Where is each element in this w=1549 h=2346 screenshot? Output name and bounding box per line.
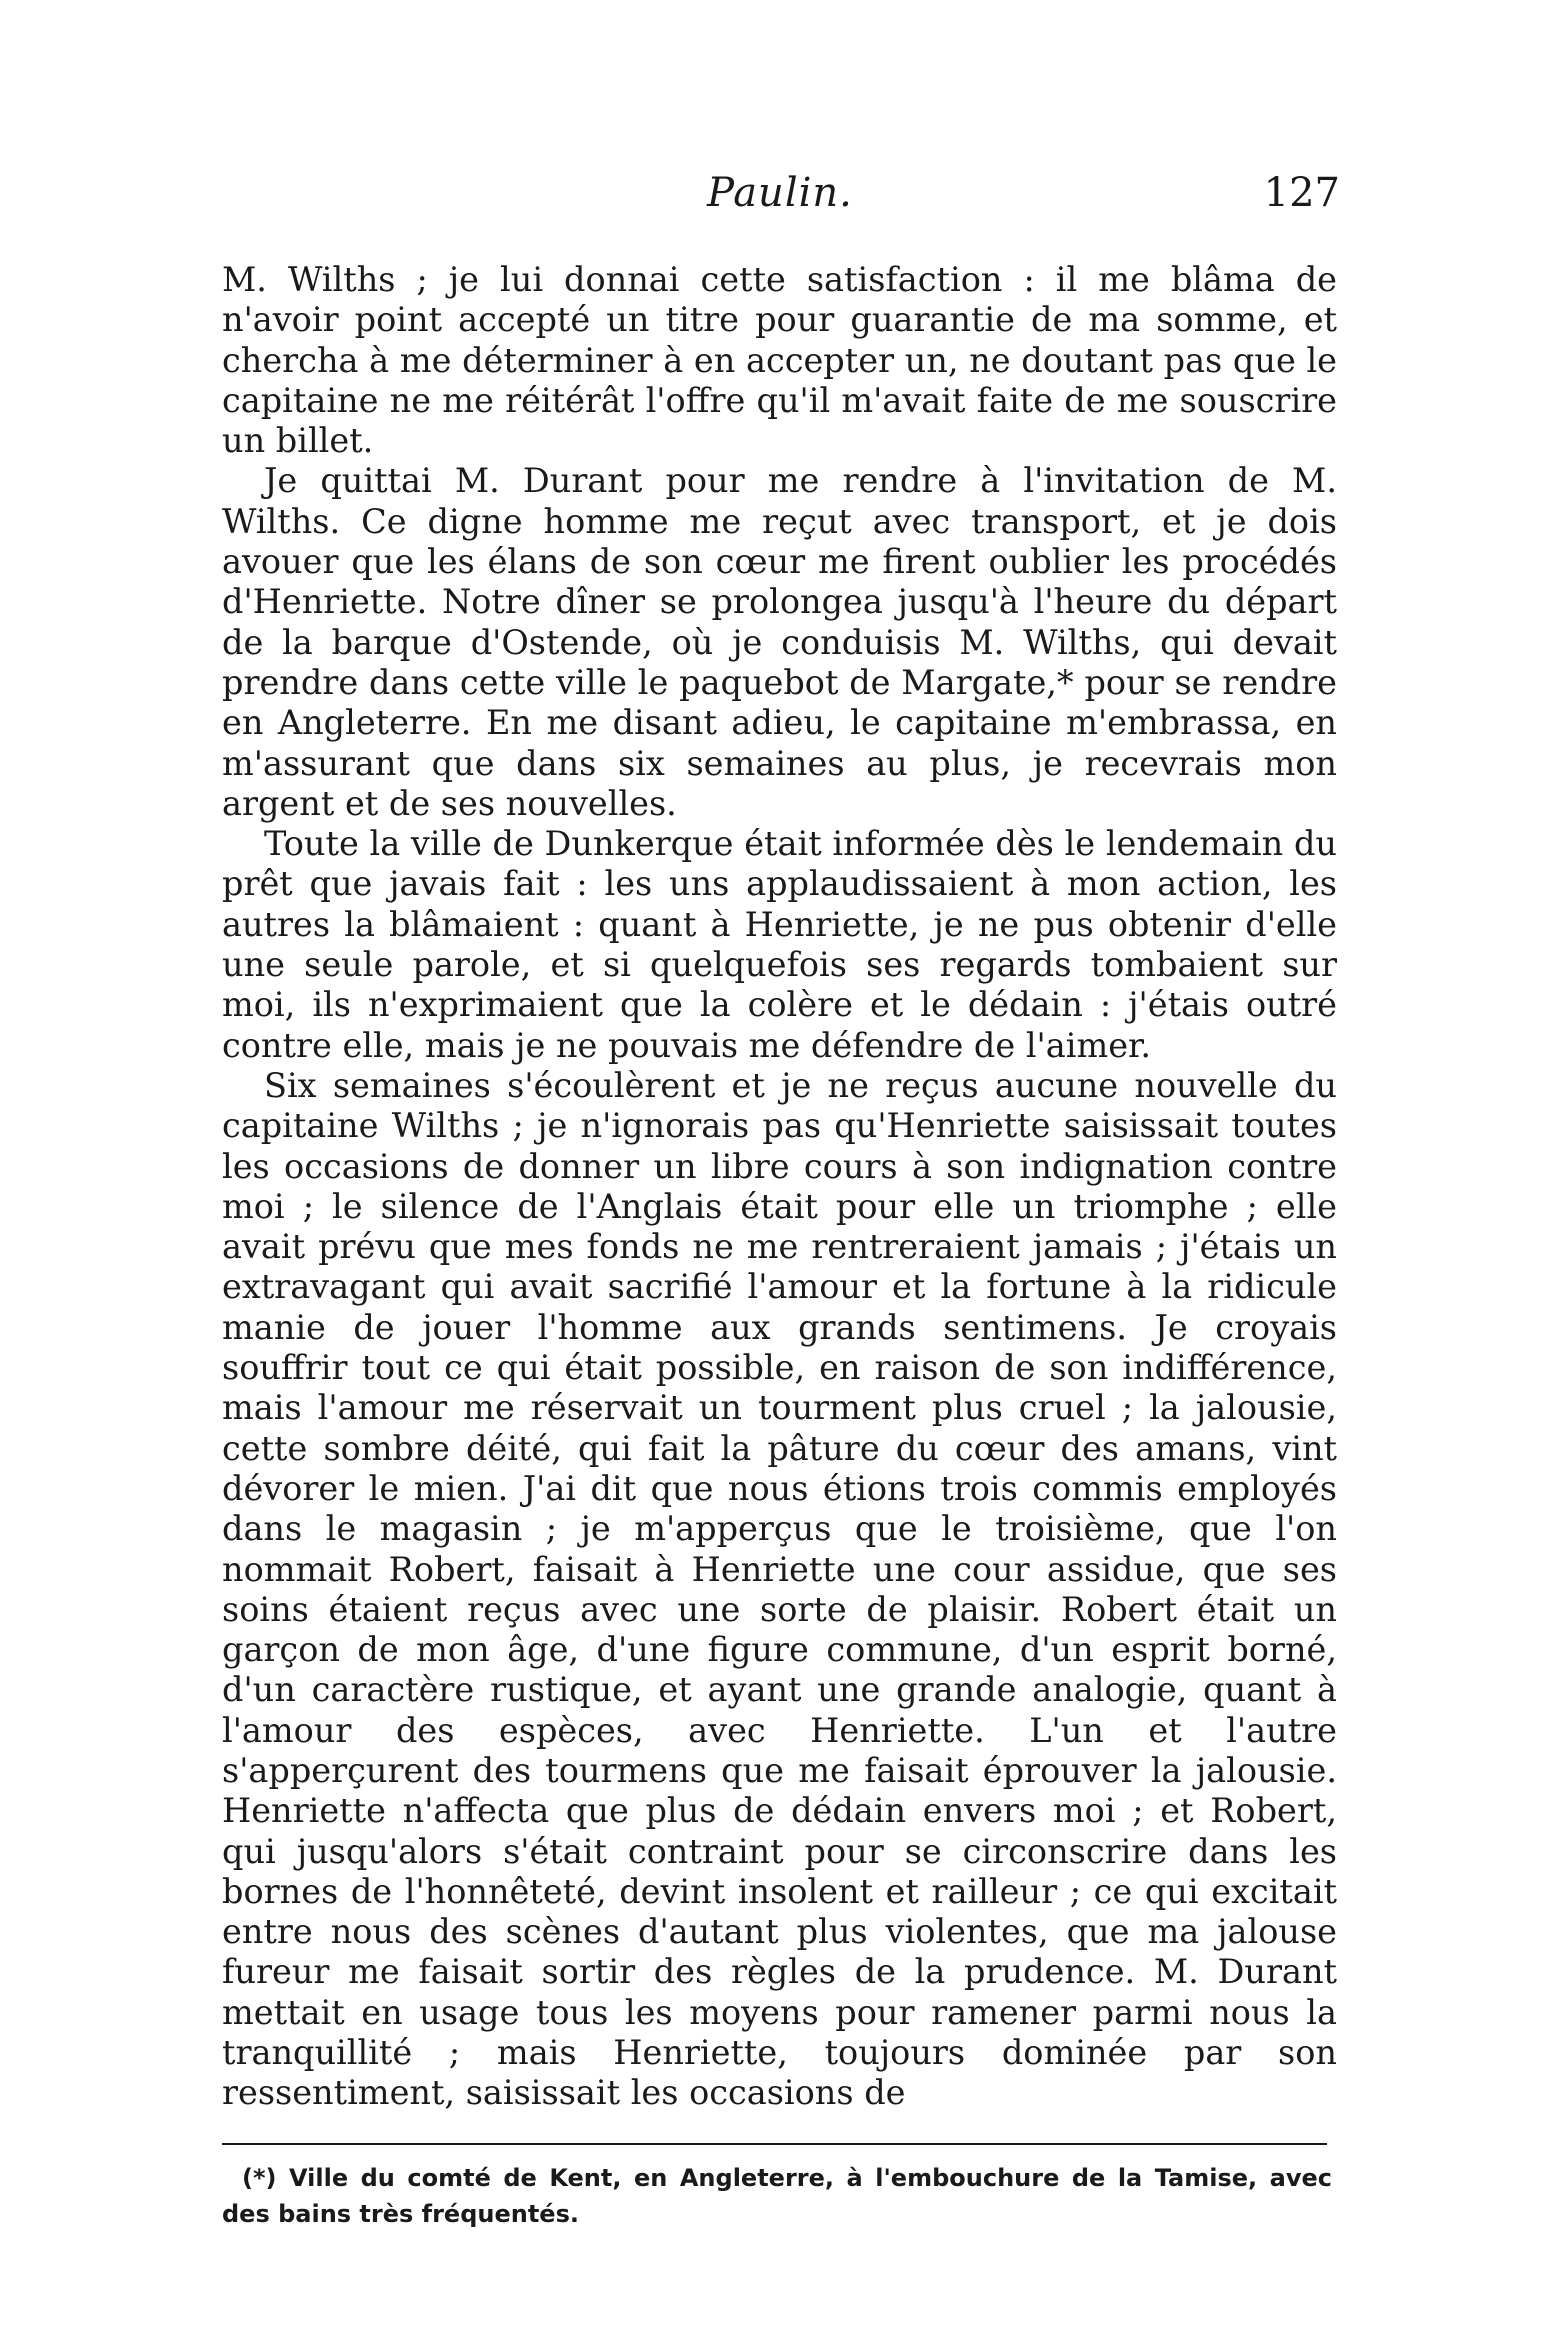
paragraph: Six semaines s'écoulèrent et je ne reçus aucune nouvelle du capitaine Wilths ; je n'ignorais pas qu'Henriette saisissait toutes les occasions de donner un libre cours à son indignation contre moi ; le silence de l'Anglais était pour elle un triomphe ; elle avait prévu que mes fonds ne me rentreraient jamais ; j'étais un extravagant qui avait sacrifié l'amour et la fortune à la ridicule manie de jouer l'homme aux grands sentimens. Je croyais souffrir tout ce qui était possible, en raison de son indifférence, mais l'amour me réservait un tourment plus cruel ; la jalousie, cette sombre déité, qui fait la pâture du cœur des amans, vint dévorer le mien. J'ai dit que nous étions trois commis employés dans le magasin ; je m'apperçus que le troisième, que l'on nommait Robert, faisait à Henriette une cour assidue, que ses soins étaient reçus avec une sorte de plaisir. Robert était un garçon de mon âge, d'une figure commune, d'un esprit borné, d'un caractère rustique, et ayant une grande analogie, quant à l'amour des espèces, avec Henriette. L'un et l'autre s'apperçurent des tourmens que me faisait éprouver la jalousie. Henriette n'affecta que plus de dédain envers moi ; et Robert, qui jusqu'alors s'était contraint pour se circonscrire dans les bornes de l'honnêteté, devint insolent et railleur ; ce qui excitait entre nous des scènes d'autant plus violentes, que ma jalouse fureur me faisait sortir des règles de la prudence. M. Durant mettait en usage tous les moyens pour ramener parmi nous la tranquillité ; mais Henriette, toujours dominée par son ressentiment, saisissait les occasions de xyxy=(222,1065,1337,2113)
page-number: 127 xyxy=(1263,170,1340,216)
running-head xyxy=(220,170,1340,230)
paragraph-continuation: M. Wilths ; je lui donnai cette satisfaction : il me blâma de n'avoir point accepté un titre pour guarantie de ma somme, et chercha à me déterminer à en accepter un, ne doutant pas que le capitaine ne me réitérât l'offre qu'il m'avait faite de me souscrire un billet. xyxy=(222,260,1337,461)
body-text xyxy=(222,260,1337,2114)
footnote-rule xyxy=(222,2143,1327,2145)
footnote xyxy=(222,2160,1332,2232)
paragraph: Je quittai M. Durant pour me rendre à l'invitation de M. Wilths. Ce digne homme me reçut avec transport, et je dois avouer que les élans de son cœur me firent oublier les procédés d'Henriette. Notre dîner se prolongea jusqu'à l'heure du départ de la barque d'Ostende, où je conduisis M. Wilths, qui devait prendre dans cette ville le paquebot de Margate,* pour se rendre en Angleterre. En me disant adieu, le capitaine m'embrassa, en m'assurant que dans six semaines au plus, je recevrais mon argent et de ses nouvelles. xyxy=(222,461,1337,823)
running-title: Paulin. xyxy=(707,170,853,216)
footnote-text: (*) Ville du comté de Kent, en Angleterre, à l'embouchure de la Tamise, avec des bains très fréquentés. xyxy=(222,2164,1332,2228)
paragraph: Toute la ville de Dunkerque était informée dès le lendemain du prêt que javais fait : les uns applaudissaient à mon action, les autres la blâmaient : quant à Henriette, je ne pus obtenir d'elle une seule parole, et si quelquefois ses regards tombaient sur moi, ils n'exprimaient que la colère et le dédain : j'étais outré contre elle, mais je ne pouvais me défendre de l'aimer. xyxy=(222,824,1337,1065)
